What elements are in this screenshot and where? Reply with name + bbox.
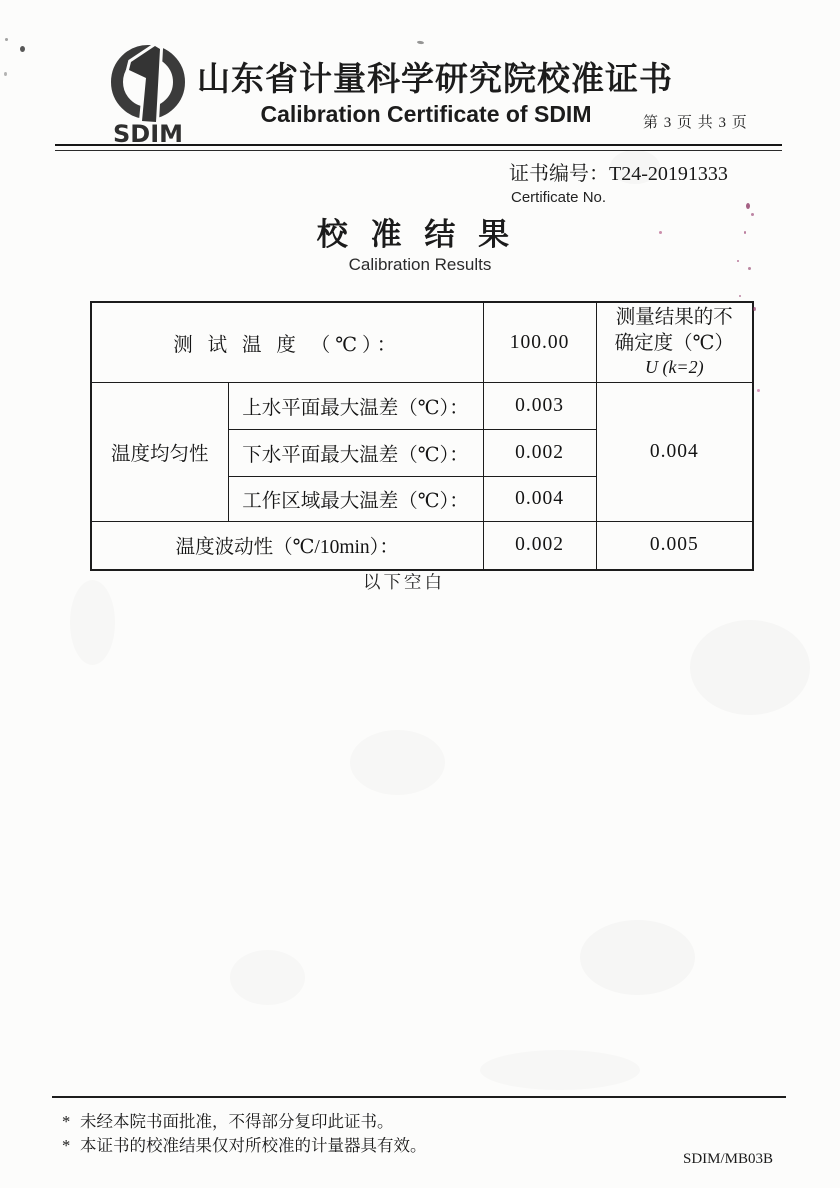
lower-plane-label: 下水平面最大温差（℃）： [228, 430, 483, 477]
uncertainty-header-coverage: U (k=2) [644, 357, 704, 378]
upper-plane-label: 上水平面最大温差（℃）： [228, 383, 483, 430]
footer-notes [62, 1110, 427, 1158]
upper-plane-value: 0.003 [483, 383, 596, 430]
page-number: 第 3 页 共 3 页 [643, 115, 748, 131]
uncertainty-header-line2: 确定度（℃） [614, 332, 734, 354]
footer-divider [52, 1096, 786, 1098]
results-title-cn: 校 准 结 果 [316, 217, 516, 253]
results-table-wrap [90, 301, 754, 571]
table-row-fluctuation [91, 522, 753, 570]
uniformity-group-label: 温度均匀性 [91, 383, 228, 522]
footer-note [62, 1110, 427, 1134]
institute-title-cn: 山东省计量科学研究院校准证书 [197, 62, 673, 98]
results-table [90, 301, 754, 571]
note-bullet: * [62, 1112, 71, 1131]
certificate-number-caption: Certificate No. [511, 189, 607, 206]
fluctuation-label: 温度波动性（℃/10min）： [91, 522, 483, 570]
table-row-upper-plane [91, 383, 753, 430]
fluctuation-uncertainty-value: 0.005 [596, 522, 753, 570]
fluctuation-value: 0.002 [483, 522, 596, 570]
results-title-en: Calibration Results [348, 255, 492, 274]
test-temperature-label: 测 试 温 度 （℃）： [91, 302, 483, 383]
uniformity-uncertainty-value: 0.004 [596, 383, 753, 522]
certificate-number-label: 证书编号： [509, 163, 609, 185]
footer-note-text: 本证书的校准结果仅对所校准的计量器具有效。 [80, 1135, 427, 1155]
uncertainty-header-line1: 测量结果的不 [615, 307, 733, 328]
uncertainty-header [596, 302, 753, 383]
certificate-number-line [509, 157, 728, 186]
blank-below-note: 以下空白 [363, 572, 445, 592]
sdim-logo-text: SDIM [112, 120, 184, 148]
table-row-test-temperature [91, 302, 753, 383]
institute-title-en: Calibration Certificate of SDIM [260, 101, 592, 127]
certificate-number-value: T24-20191333 [609, 163, 728, 185]
footer-note-text: 未经本院书面批准，不得部分复印此证书。 [80, 1112, 394, 1131]
form-code: SDIM/MB03B [683, 1151, 774, 1167]
header-divider [55, 144, 782, 151]
working-zone-value: 0.004 [483, 477, 596, 522]
lower-plane-value: 0.002 [483, 430, 596, 477]
test-temperature-value: 100.00 [483, 302, 596, 383]
working-zone-label: 工作区域最大温差（℃）： [228, 477, 483, 522]
footer-note [62, 1134, 427, 1158]
note-bullet: * [62, 1135, 71, 1155]
